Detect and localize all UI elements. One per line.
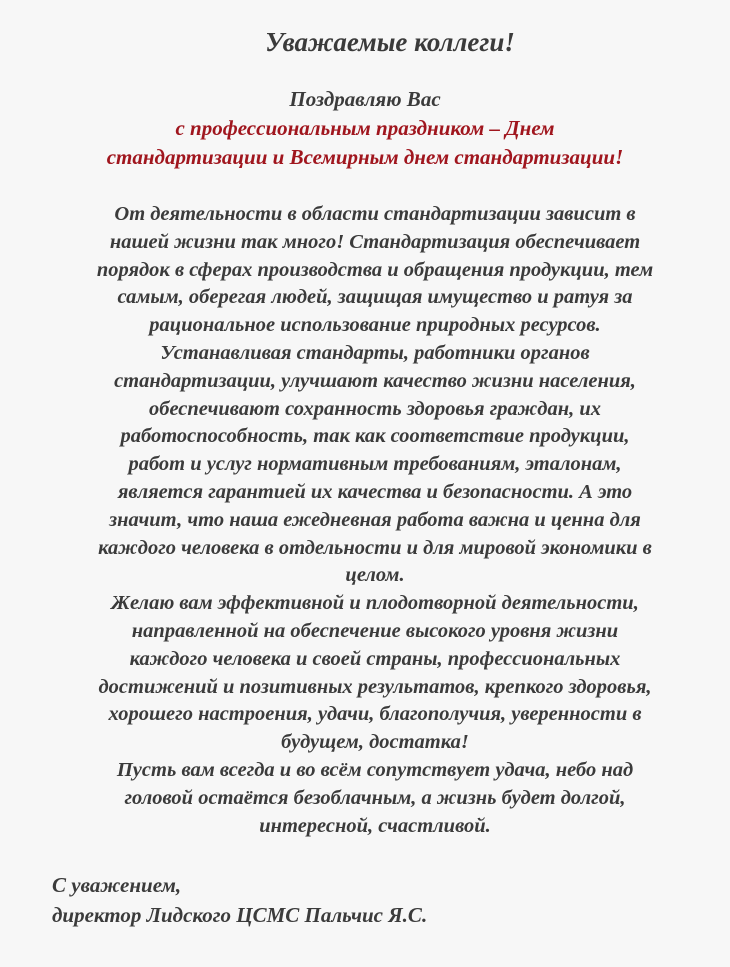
greeting-line-3: стандартизации и Всемирным днем стандартизации! (106, 145, 624, 169)
body-line: самым, оберегая людей, защищая имущество и ратуя за (117, 286, 633, 309)
body-line: целом. (345, 564, 405, 587)
signature-block (52, 870, 427, 930)
body-line: каждого человека и своей страны, профессиональных (129, 647, 621, 670)
body-line: порядок в сферах производства и обращения продукции, тем (96, 258, 654, 281)
body-line: головой остаётся безоблачным, а жизнь будет долгой, (124, 786, 626, 809)
greeting-line-1: Поздравляю Вас (289, 87, 441, 111)
body-line: нашей жизни так много! Стандартизация обеспечивает (109, 230, 641, 253)
signature-author: директор Лидского ЦСМС Пальчис Я.С. (52, 903, 428, 927)
letter-body (40, 201, 710, 840)
body-line: достижений и позитивных результатов, крепкого здоровья, (98, 675, 652, 698)
body-line: является гарантией их качества и безопасности. А это (117, 480, 633, 503)
body-line: значит, что наша ежедневная работа важна и ценна для (109, 508, 641, 531)
body-line: работ и услуг нормативным требованиям, эталонам, (128, 453, 622, 476)
body-line: Устанавливая стандарты, работники органов (160, 341, 590, 364)
body-line: рациональное использование природных ресурсов. (149, 314, 601, 337)
greeting-line-2: с профессиональным праздником – Днем (175, 116, 555, 140)
body-line: каждого человека в отдельности и для мировой экономики в (98, 536, 652, 559)
body-line: направленной на обеспечение высокого уровня жизни (131, 619, 619, 642)
greeting-block (0, 85, 730, 172)
body-line: От деятельности в области стандартизации зависит в (114, 203, 636, 225)
body-line: обеспечивают сохранность здоровья граждан, их (149, 397, 601, 420)
body-line: Пусть вам всегда и во всём сопутствует удача, небо над (116, 758, 634, 781)
body-line: стандартизации, улучшают качество жизни населения, (114, 369, 636, 392)
body-line: будущем, достатка! (281, 731, 469, 754)
body-line: Желаю вам эффективной и плодотворной деятельности, (111, 592, 639, 615)
body-line: интересной, счастливой. (259, 814, 491, 837)
signature-closing: С уважением, (52, 873, 182, 897)
letter-heading: Уважаемые коллеги! (265, 27, 515, 57)
body-line: работоспособность, так как соответствие продукции, (120, 425, 630, 448)
body-line: хорошего настроения, удачи, благополучия, уверенности в (108, 703, 642, 726)
